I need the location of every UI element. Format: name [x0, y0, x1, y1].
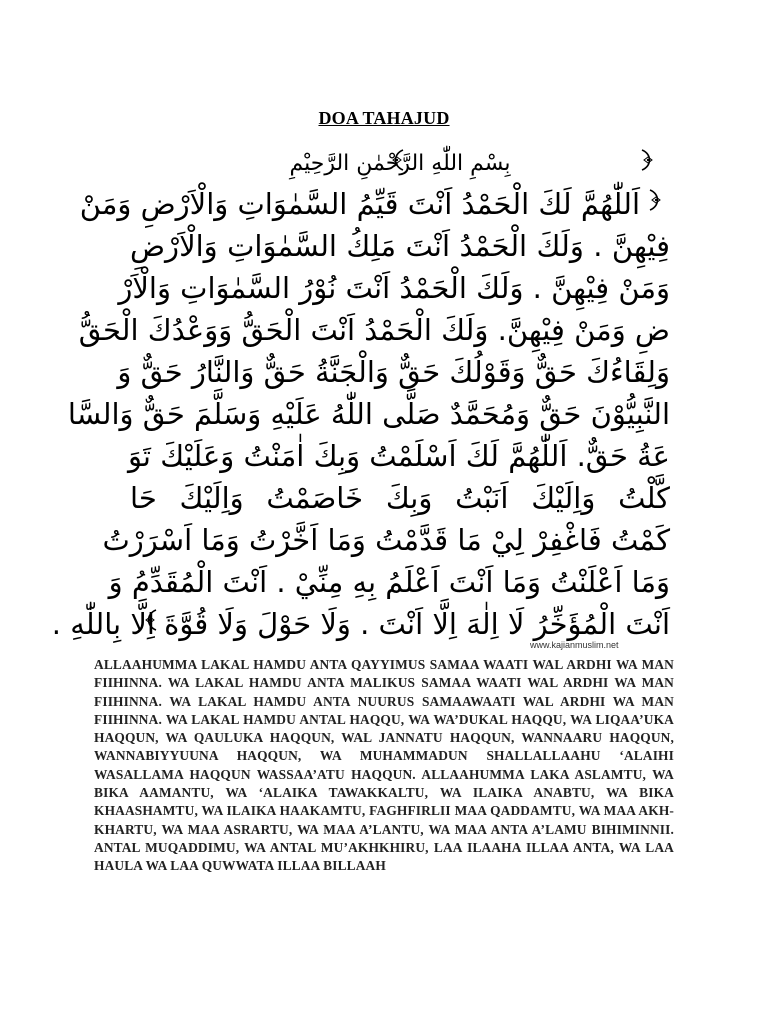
arabic-line: كَمْتُ فَاغْفِرْ لِيْ مَا قَدَّمْتُ وَمَا اَخَّرْتُ وَمَا اَسْرَرْتُ: [102, 523, 670, 557]
ornament-bracket-start-icon: [646, 188, 668, 212]
arabic-line: النَّبِيُّوْنَ حَقٌّ وَمُحَمَّدٌ صَلَّى اللّٰهُ عَلَيْهِ وَسَلَّمَ حَقٌّ وَالسَّا: [67, 397, 670, 431]
arabic-line: ضِ وَمَنْ فِيْهِنَّ. وَلَكَ الْحَمْدُ اَنْتَ الْحَقُّ وَوَعْدُكَ الْحَقُّ: [78, 313, 670, 347]
arabic-line: وَمَا اَعْلَنْتُ وَمَا اَنْتَ اَعْلَمُ بِهِ مِنِّيْ . اَنْتَ الْمُقَدِّمُ وَ: [108, 565, 670, 599]
page-title: DOA TAHAJUD: [318, 108, 450, 128]
arabic-line: وَلِقَاءُكَ حَقٌّ وَقَوْلُكَ حَقٌّ وَالْجَنَّةُ حَقٌّ وَالنَّارُ حَقٌّ وَ: [117, 355, 670, 389]
arabic-line: اَنْتَ الْمُؤَخِّرُ لَا اِلٰهَ اِلَّا اَنْتَ . وَلَا حَوْلَ وَلَا قُوَّةَ اِلَّا بِاللّٰهِ .: [51, 607, 670, 641]
arabic-line: فِيْهِنَّ . وَلَكَ الْحَمْدُ اَنْتَ مَلِكُ السَّمٰوَاتِ وَالْاَرْضِ: [130, 229, 670, 263]
arabic-basmala: بِسْمِ اللّٰهِ الرَّحْمٰنِ الرَّحِيْمِ: [289, 151, 511, 176]
arabic-line: اَللّٰهُمَّ لَكَ الْحَمْدُ اَنْتَ قَيِّمُ السَّمٰوَاتِ وَالْاَرْضِ وَمَنْ: [79, 187, 640, 221]
arabic-prayer-text: [51, 138, 670, 648]
arabic-line: كَّلْتُ وَاِلَيْكَ اَنَبْتُ وَبِكَ خَاصَمْتُ وَاِلَيْكَ حَا: [130, 481, 670, 515]
source-watermark: www.kajianmuslim.net: [530, 640, 619, 650]
latin-transliteration: ALLAAHUMMA LAKAL HAMDU ANTA QAYYIMUS SAMAA WAATI WAL ARDHI WA MAN FIIHINNA. WA LAKAL HAMDU ANTA MALIKUS SAMAA WAATI WAL ARDHI WA MAN FIIHINNA. WA LAKAL HAMDU ANTA NUURUS SAMAAWAATI WAL ARDHI WA MAN FIIHINNA. WA LAKAL HAMDU ANTAL HAQQU, WA WA’DUKAL HAQQU, WA LIQAA’UKA HAQQUN, WA QAULUKA HAQQUN, WAL JANNATU HAQQUN, WANNAARU HAQQUN, WANNABIYYUUNA HAQQUN, WA MUHAMMADUN SHALLALLAAHU ‘ALAIHI WASALLAMA HAQQUN WASSAA’ATU HAQQUN. ALLAAHUMMA LAKA ASLAMTU, WA BIKA AAMANTU, WA ‘ALAIKA TAWAKKALTU, WA ILAIKA ANABTU, WA BIKA KHAASHAMTU, WA ILAIKA HAAKAMTU, FAGHFIRLII MAA QADDAMTU, WA MAA AKH-KHARTU, WA MAA ASRARTU, WA MAA A’LANTU, WA MAA ANTA A’LAMU BIHIMINNII. ANTAL MUQADDIMU, WA ANTAL MU’AKHKHIRU, LAA ILAAHA ILLAA ANTA, WA LAA HAULA WA LAA QUWWATA ILLAA BILLAAH: [94, 657, 674, 874]
ornament-bracket-right-icon: [638, 148, 660, 172]
arabic-line: عَةُ حَقٌّ. اَللّٰهُمَّ لَكَ اَسْلَمْتُ وَبِكَ اٰمَنْتُ وَعَلَيْكَ تَوَ: [127, 439, 670, 473]
arabic-line: وَمَنْ فِيْهِنَّ . وَلَكَ الْحَمْدُ اَنْتَ نُوْرُ السَّمٰوَاتِ وَالْاَرْ: [118, 271, 670, 305]
